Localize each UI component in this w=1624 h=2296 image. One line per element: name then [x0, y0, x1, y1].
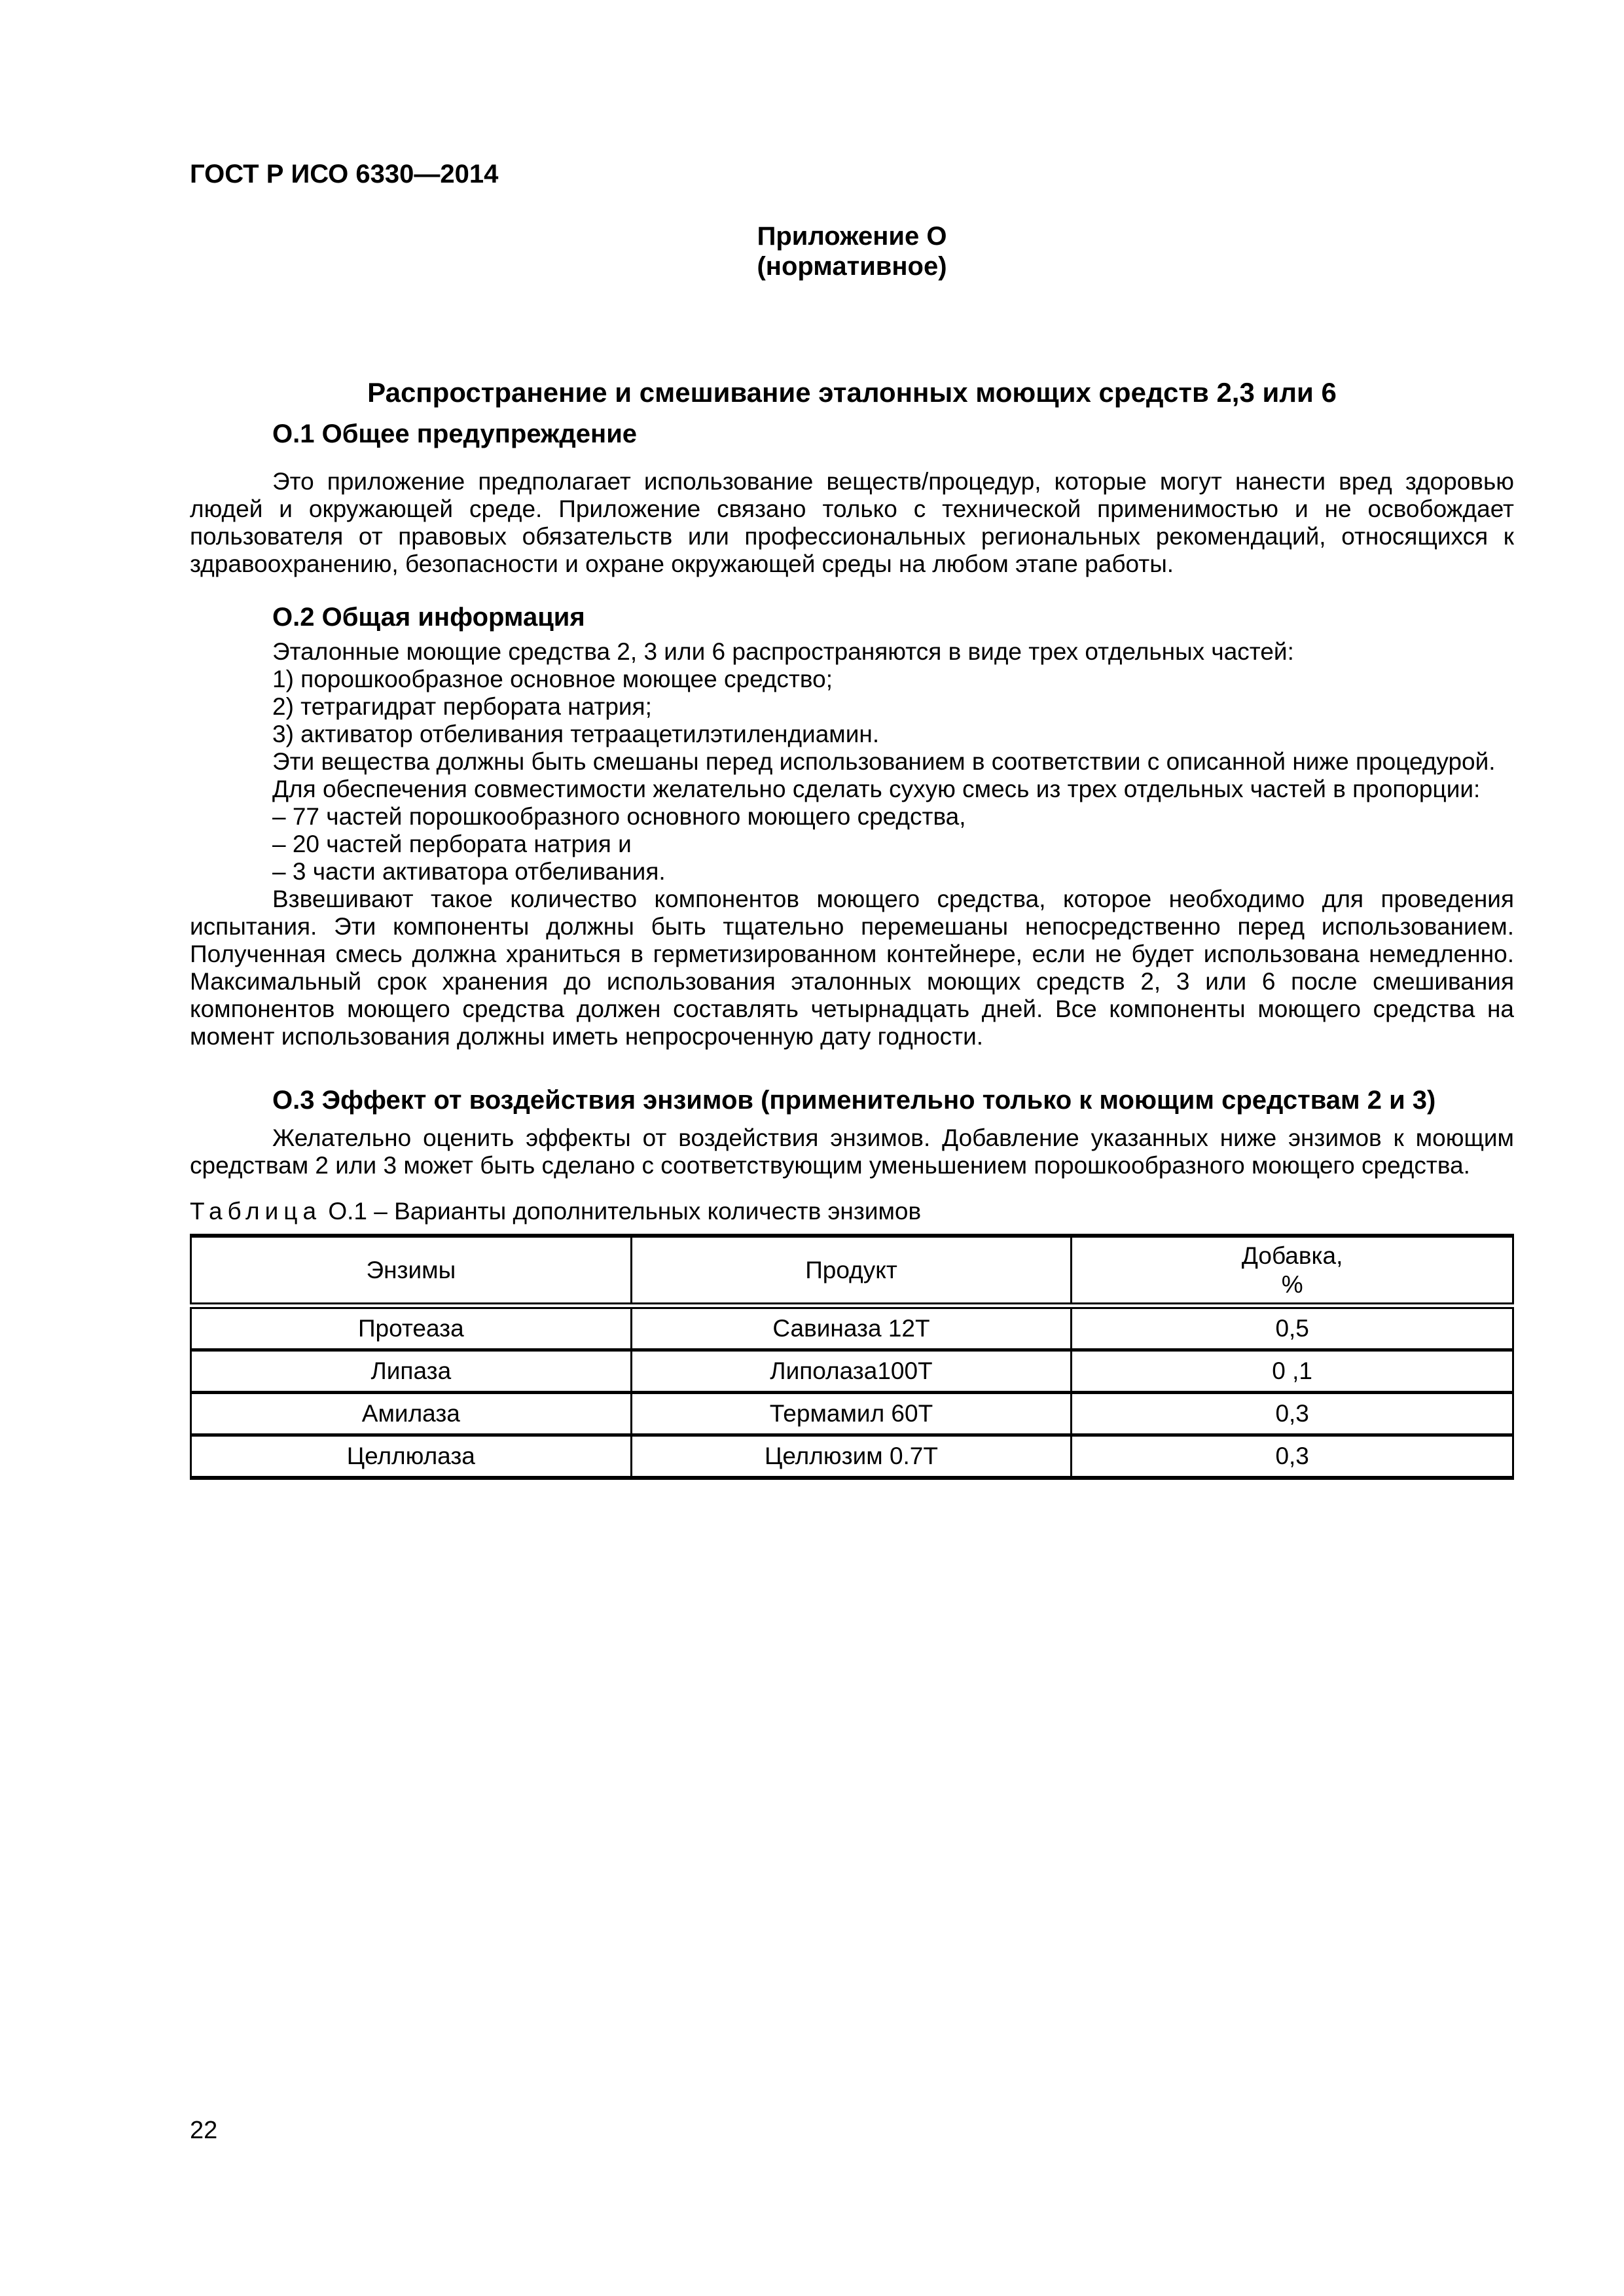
table-row — [191, 1393, 1513, 1435]
column-header-addition — [1072, 1236, 1513, 1306]
cell-product: Целлюзим 0.7Т — [631, 1435, 1072, 1479]
enzymes-table — [190, 1234, 1514, 1480]
table-caption — [190, 1198, 1514, 1225]
column-header-addition-line2: % — [1281, 1270, 1303, 1298]
o2-dash-item: – 20 частей пербората натрия и — [272, 831, 632, 857]
o2-dash-item: – 3 части активатора отбеливания. — [272, 858, 666, 885]
column-header-product: Продукт — [631, 1236, 1072, 1306]
o2-paragraph: Эти вещества должны быть смешаны перед использованием в соответствии с описанной ниже процедурой. — [272, 748, 1496, 775]
o2-intro-line: Для обеспечения совместимости желательно сделать сухую смесь из трех отдельных частей в пропорции: — [272, 776, 1481, 802]
o2-intro-line: Эталонные моющие средства 2, 3 или 6 распространяются в виде трех отдельных частей: — [272, 638, 1294, 665]
cell-addition: 0,5 — [1072, 1306, 1513, 1350]
standard-code-header: ГОСТ Р ИСО 6330—2014 — [190, 160, 499, 188]
section-heading-o1: О.1 Общее предупреждение — [272, 420, 638, 448]
cell-enzyme: Липаза — [191, 1350, 632, 1393]
appendix-title: Распространение и смешивание эталонных моющих средств 2,3 или 6 — [367, 377, 1337, 408]
section-heading-o3: О.3 Эффект от воздействия энзимов (применительно только к моющим средствам 2 и 3) — [272, 1086, 1436, 1115]
table-caption-text: О.1 – Варианты дополнительных количеств энзимов — [328, 1198, 922, 1225]
appendix-label: Приложение О — [757, 222, 947, 251]
section-o1-paragraph: Это приложение предполагает использование веществ/процедур, которые могут нанести вред здоровью людей и окружающей среде. Приложение связано только с технической применимостью и не освобождает пользователя от правовых обязательств или профессиональных региональных рекомендаций, относящихся к здравоохранению, безопасности и охране окружающей среды на любом этапе работы. — [190, 468, 1514, 577]
column-header-addition-line1: Добавка, — [1241, 1242, 1343, 1269]
cell-product: Липолаза100Т — [631, 1350, 1072, 1393]
table-row — [191, 1306, 1513, 1350]
o2-list-item: 3) активатор отбеливания тетраацетилэтилендиамин. — [272, 721, 880, 747]
cell-addition: 0,3 — [1072, 1393, 1513, 1435]
table-row — [191, 1350, 1513, 1393]
table-row — [191, 1435, 1513, 1479]
cell-product: Термамил 60Т — [631, 1393, 1072, 1435]
cell-enzyme: Амилаза — [191, 1393, 632, 1435]
cell-product: Савиназа 12Т — [631, 1306, 1072, 1350]
section-heading-o2: О.2 Общая информация — [272, 603, 585, 632]
table-caption-label: Таблица — [190, 1198, 322, 1225]
cell-addition: 0 ,1 — [1072, 1350, 1513, 1393]
enzymes-table-head — [191, 1236, 1513, 1306]
cell-enzyme: Целлюлаза — [191, 1435, 632, 1479]
table-header-row — [191, 1236, 1513, 1306]
column-header-enzymes: Энзимы — [191, 1236, 632, 1306]
page-number: 22 — [190, 2117, 218, 2144]
cell-addition: 0,3 — [1072, 1435, 1513, 1479]
o2-paragraph: Взвешивают такое количество компонентов моющего средства, которое необходимо для проведения испытания. Эти компоненты должны быть тщательно перемешаны непосредственно перед использованием. Полученная смесь должна храниться в герметизированном контейнере, если не будет использована немедленно. Максимальный срок хранения до использования эталонных моющих средств 2, 3 или 6 после смешивания компонентов моющего средства должен составлять четырнадцать дней. Все компоненты моющего средства на момент использования должны иметь непросроченную дату годности. — [190, 886, 1514, 1050]
appendix-note: (нормативное) — [757, 252, 947, 281]
o2-list-item: 1) порошкообразное основное моющее средство; — [272, 666, 833, 692]
o2-dash-item: – 77 частей порошкообразного основного моющего средства, — [272, 803, 966, 830]
section-o3-paragraph: Желательно оценить эффекты от воздействия энзимов. Добавление указанных ниже энзимов к моющим средствам 2 или 3 может быть сделано с соответствующим уменьшением порошкообразного моющего средства. — [190, 1124, 1514, 1179]
o2-list-item: 2) тетрагидрат пербората натрия; — [272, 693, 652, 720]
section-o2-body — [190, 638, 1514, 1050]
cell-enzyme: Протеаза — [191, 1306, 632, 1350]
enzymes-table-body — [191, 1306, 1513, 1478]
page-content — [190, 0, 1514, 1480]
